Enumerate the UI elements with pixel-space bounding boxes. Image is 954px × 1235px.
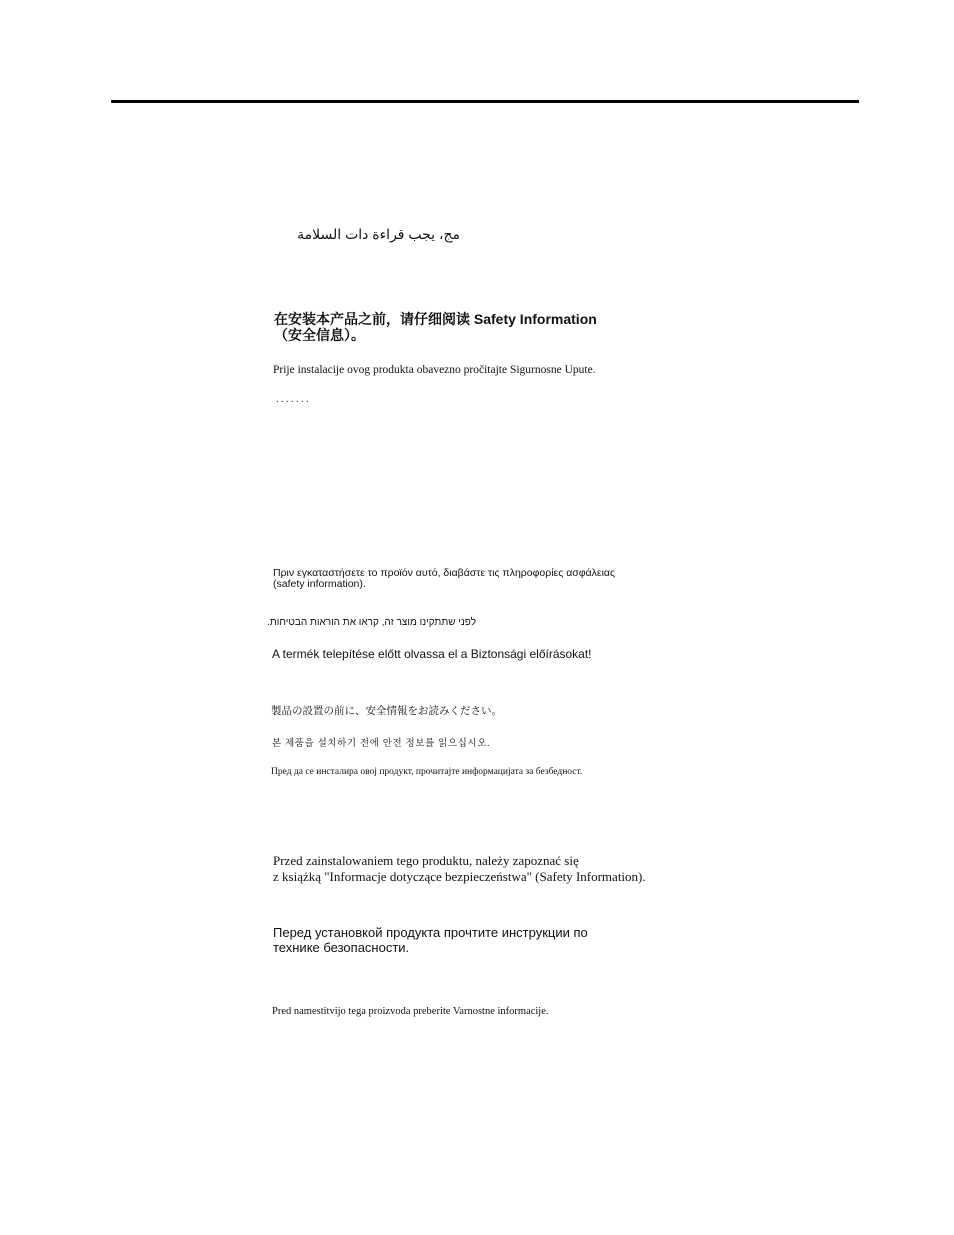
notice-japanese: 製品の設置の前に、安全情報をお読みください。 [271,705,502,717]
notice-chinese-line-1: 在安装本产品之前，请仔细阅读 Safety Information [274,311,597,327]
notice-slovenian: Pred namestitvijo tega proizvoda preberite Varnostne informacije. [272,1006,549,1017]
notice-russian-line-2: технике безопасности. [273,940,410,955]
notice-croatian: Prije instalacije ovog produkta obavezno pročitajte Sigurnosne Upute. [273,364,596,376]
notice-hungarian: A termék telepítése előtt olvassa el a Biztonsági előírásokat! [272,647,592,661]
notice-greek-line-1: Πριν εγκαταστήσετε το προϊόν αυτό, διαβάστε τις πληροφορίες ασφάλειας [273,567,616,579]
faint-marks: . . . . . . . [276,394,309,405]
notice-macedonian: Пред да се инсталира овој продукт, прочитајте информацијата за безбедност. [271,767,583,777]
notice-polish-line-1: Przed zainstalowaniem tego produktu, należy zapoznać się [273,853,579,868]
notice-arabic: مج، يجب قراءة دات السلامة [297,226,460,242]
notice-korean: 본 제품을 설치하기 전에 안전 정보를 읽으십시오. [272,738,491,749]
notice-chinese-line-2: （安全信息）。 [274,327,365,343]
notice-greek-line-2: (safety information). [273,578,366,590]
header-rule [111,100,859,103]
notice-polish-line-2: z książką "Informacje dotyczące bezpieczeństwa" (Safety Information). [273,869,646,884]
notice-russian-line-1: Перед установкой продукта прочтите инструкции по [273,925,588,940]
notice-hebrew: לפני שתתקינו מוצר זה, קראו את הוראות הבטיחות. [267,617,476,628]
